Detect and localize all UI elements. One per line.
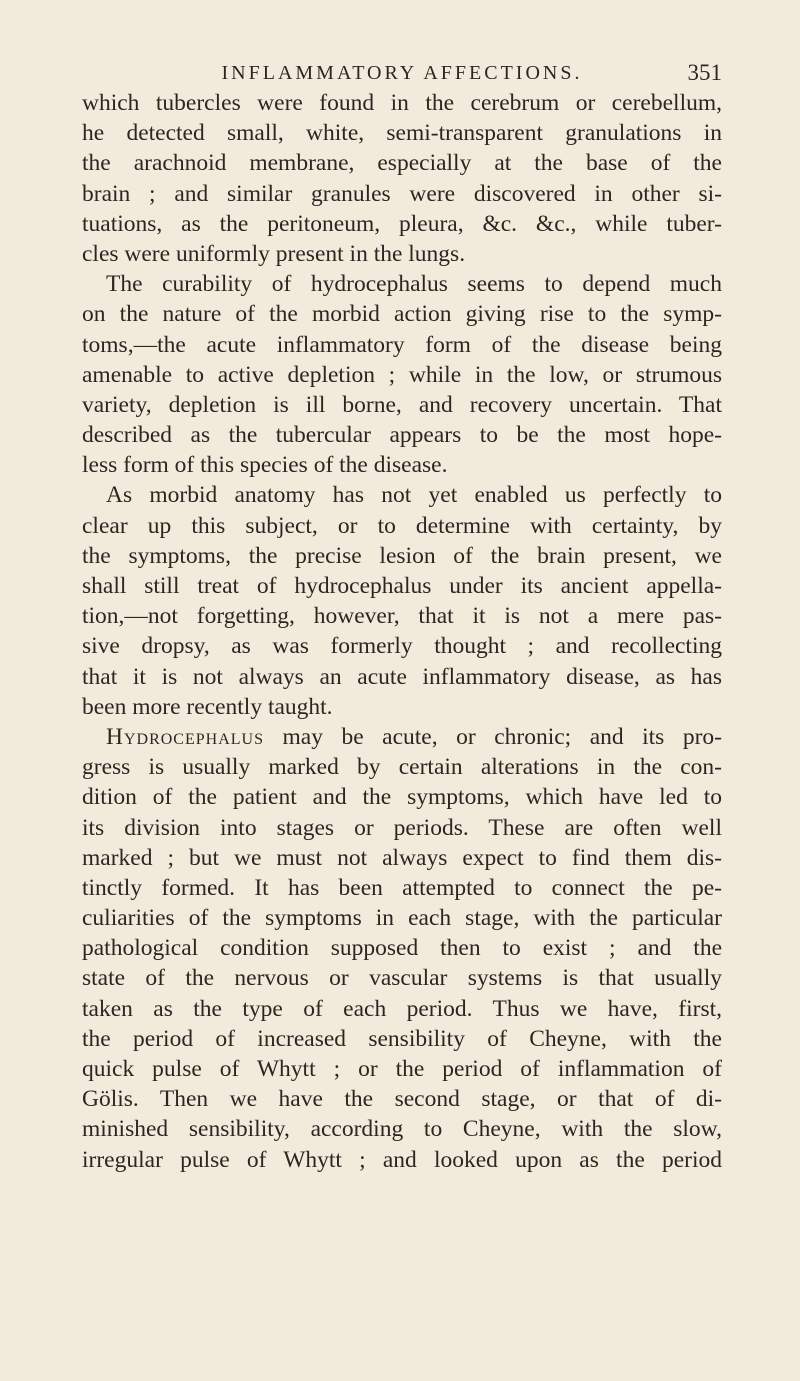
text-line: state of the nervous or vascular systems is that usually [82,965,722,992]
text-line: the period of increased sensibility of Cheyne, with the [82,1025,722,1052]
text-line: tinctly formed. It has been attempted to connect the pe- [82,874,722,901]
paragraph-start-line [82,722,722,752]
text-line: marked ; but we must not always expect to find them dis- [82,844,722,871]
text-line: irregular pulse of Whytt ; and looked upon as the period [82,1146,722,1173]
page-number: 351 [687,60,722,85]
text-line: gress is usually marked by certain alterations in the con- [82,754,722,781]
text-line: the symptoms, the precise lesion of the brain present, we [82,542,722,569]
text-line: brain ; and similar granules were discovered in other si- [82,180,722,207]
paragraph-start-line: As morbid anatomy has not yet enabled us perfectly to [106,482,722,509]
running-head [82,58,722,88]
text-line: on the nature of the morbid action giving rise to the symp- [82,301,722,328]
text-line: its division into stages or periods. These are often well [82,814,722,841]
text-line: been more recently taught. [82,693,333,720]
text-line: tion,—not forgetting, however, that it is not a mere pas- [82,603,722,630]
text-line: minished sensibility, according to Cheyne, with the slow, [82,1116,722,1143]
text-line: less form of this species of the disease. [82,452,448,479]
text-line: Gölis. Then we have the second stage, or that of di- [82,1086,722,1113]
paragraph-start-line: The curability of hydrocephalus seems to depend much [106,271,722,298]
text-line: the arachnoid membrane, especially at the base of the [82,150,722,177]
text-line: amenable to active depletion ; while in the low, or strumous [82,361,722,388]
body-text [82,88,722,1175]
running-head-title: INFLAMMATORY AFFECTIONS. [221,62,583,84]
text-line: clear up this subject, or to determine with certainty, by [82,512,722,539]
text-line-rest: may be acute, or chronic; and its pro- [264,723,722,750]
text-line: toms,—the acute inflammatory form of the disease being [82,331,722,358]
section-lead-word: Hydrocephalus [106,723,264,750]
text-line: which tubercles were found in the cerebrum or cerebellum, [82,90,722,116]
text-line: described as the tubercular appears to be the most hope- [82,422,722,449]
text-line: sive dropsy, as was formerly thought ; and recollecting [82,633,722,660]
text-line: tuations, as the peritoneum, pleura, &c. &c., while tuber- [82,210,722,237]
text-line: dition of the patient and the symptoms, which have led to [82,784,722,811]
text-line: that it is not always an acute inflammatory disease, as has [82,663,722,690]
text-line: shall still treat of hydrocephalus under its ancient appella- [82,573,722,599]
text-line: quick pulse of Whytt ; or the period of inflammation of [82,1056,722,1082]
text-line: taken as the type of each period. Thus we have, first, [82,995,722,1022]
text-line: he detected small, white, semi-transparent granulations in [82,120,722,147]
text-line: pathological condition supposed then to exist ; and the [82,935,722,962]
text-line: culiarities of the symptoms in each stage, with the particular [82,905,722,932]
text-line: variety, depletion is ill borne, and recovery uncertain. That [82,391,722,418]
text-line: cles were uniformly present in the lungs. [82,240,466,267]
